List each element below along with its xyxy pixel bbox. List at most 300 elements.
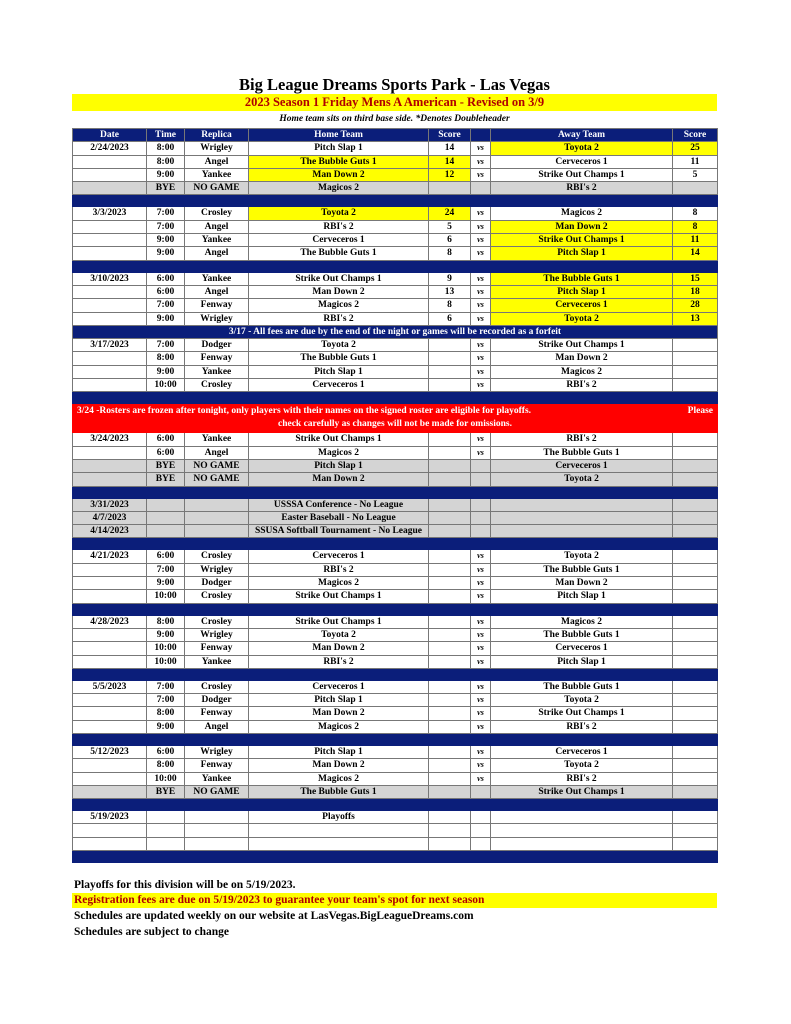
home-score-cell: 14 [429,155,471,168]
vs-cell: vs [471,155,491,168]
time-cell: 10:00 [147,642,185,655]
home-score-cell: 8 [429,299,471,312]
time-cell: 10:00 [147,655,185,668]
date-cell [73,837,147,850]
away-score-cell [673,563,718,576]
alert-line-1: 3/24 -Rosters are frozen after tonight, only players with their names on the signed roster are eligible for playoffs. [77,406,532,417]
time-cell [147,811,185,824]
away-score-cell [673,379,718,392]
time-cell: 8:00 [147,707,185,720]
home-team-note: Home team sits on third base side. *Denotes Doubleheader [279,114,510,124]
replica-cell: Angel [185,155,249,168]
date-cell: 4/7/2023 [73,511,147,524]
home-team-cell: The Bubble Guts 1 [249,352,429,365]
vs-cell: vs [471,772,491,785]
schedule-body [73,142,718,863]
time-cell: 8:00 [147,615,185,628]
game-row [73,234,718,247]
home-score-cell [429,577,471,590]
date-cell [73,446,147,459]
date-cell [73,642,147,655]
time-cell: 9:00 [147,247,185,260]
game-row [73,299,718,312]
bye-row [73,785,718,798]
away-team-cell: Strike Out Champs 1 [491,339,673,352]
away-score-cell: 11 [673,234,718,247]
bye-row [73,459,718,472]
away-score-cell [673,642,718,655]
time-cell: 6:00 [147,285,185,298]
away-score-cell [673,745,718,758]
date-cell [73,352,147,365]
date-cell [73,168,147,181]
game-row [73,772,718,785]
date-cell: 4/21/2023 [73,550,147,563]
away-team-cell: The Bubble Guts 1 [491,680,673,693]
vs-cell: vs [471,694,491,707]
replica-cell [185,811,249,824]
home-score-cell [429,379,471,392]
home-team-cell: Pitch Slap 1 [249,142,429,155]
game-row [73,550,718,563]
replica-cell [185,511,249,524]
date-cell: 3/31/2023 [73,498,147,511]
home-score-cell [429,759,471,772]
away-score-cell [673,837,718,850]
home-score-cell: 5 [429,220,471,233]
home-team-cell: RBI's 2 [249,563,429,576]
game-row [73,352,718,365]
away-score-cell [673,655,718,668]
away-score-cell [673,365,718,378]
home-team-cell: Cerveceros 1 [249,550,429,563]
away-score-cell [673,182,718,195]
home-score-cell [429,459,471,472]
home-team-cell: Magicos 2 [249,720,429,733]
away-team-cell: Strike Out Champs 1 [491,707,673,720]
replica-cell: Yankee [185,272,249,285]
away-team-cell: Toyota 2 [491,694,673,707]
vs-cell [471,837,491,850]
replica-cell: Yankee [185,433,249,446]
col-replica: Replica [185,129,249,142]
away-team-cell: Cerveceros 1 [491,155,673,168]
time-cell [147,498,185,511]
date-cell [73,577,147,590]
home-team-cell [249,837,429,850]
separator-cell [73,195,718,207]
separator-cell [73,486,718,498]
away-team-cell: RBI's 2 [491,720,673,733]
replica-cell: Angel [185,220,249,233]
time-cell: 7:00 [147,563,185,576]
col-home-score: Score [429,129,471,142]
replica-cell: NO GAME [185,785,249,798]
replica-cell: Dodger [185,694,249,707]
replica-cell: Yankee [185,365,249,378]
home-team-cell: Strike Out Champs 1 [249,272,429,285]
home-score-cell: 13 [429,285,471,298]
col-away-team: Away Team [491,129,673,142]
home-team-cell: Cerveceros 1 [249,234,429,247]
game-row [73,628,718,641]
away-team-cell: Toyota 2 [491,550,673,563]
date-cell [73,285,147,298]
time-cell: 7:00 [147,220,185,233]
vs-cell: vs [471,590,491,603]
home-score-cell: 24 [429,207,471,220]
away-score-cell: 13 [673,312,718,325]
playoffs-note: Playoffs for this division will be on 5/19/2023. [74,879,296,891]
home-score-cell [429,824,471,837]
game-row [73,220,718,233]
separator-cell [73,668,718,680]
date-cell: 2/24/2023 [73,142,147,155]
time-cell: 10:00 [147,379,185,392]
date-cell [73,182,147,195]
vs-cell: vs [471,207,491,220]
game-row [73,615,718,628]
home-team-cell: Pitch Slap 1 [249,459,429,472]
date-cell: 5/5/2023 [73,680,147,693]
date-cell [73,772,147,785]
date-cell: 3/17/2023 [73,339,147,352]
date-cell [73,720,147,733]
away-team-cell [491,837,673,850]
home-team-cell: Man Down 2 [249,759,429,772]
replica-cell: Angel [185,247,249,260]
vs-cell [471,811,491,824]
home-team-cell: Magicos 2 [249,299,429,312]
game-row [73,745,718,758]
vs-cell: vs [471,655,491,668]
game-row [73,720,718,733]
date-cell: 4/14/2023 [73,525,147,538]
date-cell [73,628,147,641]
separator-row [73,851,718,863]
home-team-cell: The Bubble Guts 1 [249,785,429,798]
home-team-cell: Man Down 2 [249,707,429,720]
replica-cell [185,525,249,538]
replica-cell: Fenway [185,299,249,312]
date-cell [73,365,147,378]
replica-cell: Dodger [185,577,249,590]
time-cell: 6:00 [147,550,185,563]
home-team-cell: Man Down 2 [249,473,429,486]
away-team-cell [491,824,673,837]
time-cell: 9:00 [147,234,185,247]
home-team-cell: Pitch Slap 1 [249,365,429,378]
vs-cell [471,511,491,524]
time-cell: 7:00 [147,207,185,220]
game-row [73,272,718,285]
home-score-cell [429,498,471,511]
home-score-cell [429,642,471,655]
col-away-score: Score [673,129,718,142]
home-score-cell [429,339,471,352]
home-score-cell [429,446,471,459]
away-team-cell: Strike Out Champs 1 [491,168,673,181]
replica-cell: Angel [185,285,249,298]
home-team-cell: Toyota 2 [249,628,429,641]
away-score-cell [673,473,718,486]
home-team-cell: SSUSA Softball Tournament - No League [249,525,429,538]
away-score-cell: 11 [673,155,718,168]
home-team-cell: RBI's 2 [249,655,429,668]
game-row [73,590,718,603]
replica-cell: NO GAME [185,473,249,486]
away-team-cell: Strike Out Champs 1 [491,234,673,247]
col-date: Date [73,129,147,142]
time-cell: 9:00 [147,365,185,378]
home-score-cell [429,785,471,798]
replica-cell: Angel [185,720,249,733]
replica-cell: Crosley [185,615,249,628]
vs-cell: vs [471,680,491,693]
date-cell: 3/24/2023 [73,433,147,446]
vs-cell: vs [471,379,491,392]
away-team-cell [491,498,673,511]
home-score-cell [429,511,471,524]
col-vs [471,129,491,142]
home-score-cell [429,550,471,563]
replica-cell: Angel [185,446,249,459]
home-team-cell: Man Down 2 [249,285,429,298]
time-cell: 10:00 [147,772,185,785]
away-score-cell [673,628,718,641]
vs-cell: vs [471,234,491,247]
home-score-cell [429,707,471,720]
away-team-cell: Pitch Slap 1 [491,247,673,260]
away-score-cell [673,707,718,720]
away-team-cell: The Bubble Guts 1 [491,628,673,641]
time-cell: 6:00 [147,433,185,446]
date-cell [73,299,147,312]
home-team-cell: Playoffs [249,811,429,824]
home-score-cell [429,772,471,785]
date-cell [73,590,147,603]
away-score-cell: 5 [673,168,718,181]
vs-cell: vs [471,550,491,563]
away-team-cell: Toyota 2 [491,142,673,155]
vs-cell: vs [471,339,491,352]
date-cell: 5/19/2023 [73,811,147,824]
replica-cell: Crosley [185,207,249,220]
replica-cell: Fenway [185,352,249,365]
date-cell [73,247,147,260]
vs-cell: vs [471,365,491,378]
separator-row [73,668,718,680]
vs-cell: vs [471,272,491,285]
home-score-cell [429,837,471,850]
away-team-cell: Pitch Slap 1 [491,590,673,603]
replica-cell: Crosley [185,379,249,392]
vs-cell: vs [471,446,491,459]
away-score-cell: 14 [673,247,718,260]
date-cell: 5/12/2023 [73,745,147,758]
home-team-cell: Toyota 2 [249,207,429,220]
away-score-cell [673,680,718,693]
replica-cell: Yankee [185,655,249,668]
away-score-cell: 8 [673,207,718,220]
separator-row [73,486,718,498]
home-team-cell: Cerveceros 1 [249,680,429,693]
game-row [73,824,718,837]
game-row [73,759,718,772]
away-score-cell: 15 [673,272,718,285]
home-score-cell: 12 [429,168,471,181]
home-score-cell: 6 [429,312,471,325]
vs-cell [471,498,491,511]
away-score-cell: 25 [673,142,718,155]
date-cell [73,155,147,168]
separator-cell [73,538,718,550]
date-cell [73,220,147,233]
away-score-cell [673,694,718,707]
separator-row [73,603,718,615]
home-score-cell: 6 [429,234,471,247]
vs-cell: vs [471,720,491,733]
home-team-cell: Easter Baseball - No League [249,511,429,524]
vs-cell: vs [471,247,491,260]
separator-cell [73,733,718,745]
home-score-cell [429,811,471,824]
date-cell [73,707,147,720]
away-score-cell [673,339,718,352]
date-cell [73,759,147,772]
bye-row [73,511,718,524]
away-team-cell: RBI's 2 [491,182,673,195]
replica-cell: Crosley [185,590,249,603]
replica-cell: Dodger [185,339,249,352]
game-row [73,680,718,693]
game-row [73,312,718,325]
separator-row [73,538,718,550]
home-team-cell: Strike Out Champs 1 [249,433,429,446]
time-cell: 10:00 [147,590,185,603]
away-team-cell: RBI's 2 [491,772,673,785]
vs-cell: vs [471,168,491,181]
time-cell: BYE [147,459,185,472]
registration-note: Registration fees are due on 5/19/2023 to guarantee your team's spot for next season [72,893,717,908]
date-cell [73,824,147,837]
home-team-cell: Man Down 2 [249,642,429,655]
vs-cell: vs [471,433,491,446]
game-row [73,365,718,378]
time-cell: 9:00 [147,312,185,325]
away-score-cell [673,433,718,446]
vs-cell: vs [471,628,491,641]
date-cell: 3/3/2023 [73,207,147,220]
time-cell: 9:00 [147,720,185,733]
home-team-cell: Magicos 2 [249,446,429,459]
page-title: Big League Dreams Sports Park - Las Vegas [239,75,550,94]
game-row [73,707,718,720]
date-cell [73,473,147,486]
away-team-cell: Toyota 2 [491,759,673,772]
vs-cell [471,182,491,195]
time-cell: BYE [147,473,185,486]
vs-cell: vs [471,220,491,233]
home-team-cell: USSSA Conference - No League [249,498,429,511]
away-team-cell: Cerveceros 1 [491,299,673,312]
separator-cell [73,851,718,863]
away-team-cell: Man Down 2 [491,352,673,365]
time-cell: 6:00 [147,745,185,758]
info-text: 3/17 - All fees are due by the end of the night or games will be recorded as a forfeit [73,325,718,338]
date-cell [73,459,147,472]
home-score-cell [429,694,471,707]
away-score-cell [673,525,718,538]
vs-cell: vs [471,707,491,720]
game-row [73,694,718,707]
away-team-cell: Toyota 2 [491,473,673,486]
bye-row [73,525,718,538]
away-score-cell [673,824,718,837]
home-score-cell: 8 [429,247,471,260]
time-cell: 8:00 [147,352,185,365]
away-team-cell [491,511,673,524]
replica-cell: Yankee [185,168,249,181]
separator-cell [73,799,718,811]
date-cell [73,234,147,247]
home-team-cell: RBI's 2 [249,220,429,233]
info-row [73,325,718,338]
game-row [73,339,718,352]
home-score-cell [429,615,471,628]
home-team-cell: Strike Out Champs 1 [249,590,429,603]
home-score-cell: 9 [429,272,471,285]
away-score-cell [673,785,718,798]
bye-row [73,498,718,511]
time-cell: 6:00 [147,272,185,285]
table-header-row [73,129,718,142]
change-note: Schedules are subject to change [74,926,230,938]
replica-cell: Fenway [185,707,249,720]
game-row [73,379,718,392]
game-row [73,811,718,824]
home-team-cell: Pitch Slap 1 [249,745,429,758]
vs-cell: vs [471,142,491,155]
home-score-cell [429,628,471,641]
vs-cell: vs [471,615,491,628]
away-score-cell: 18 [673,285,718,298]
replica-cell: Fenway [185,642,249,655]
replica-cell: Fenway [185,759,249,772]
away-team-cell: Cerveceros 1 [491,459,673,472]
away-team-cell: Pitch Slap 1 [491,285,673,298]
away-score-cell [673,352,718,365]
away-score-cell [673,577,718,590]
away-team-cell: RBI's 2 [491,433,673,446]
alert-line-2: check carefully as changes will not be made for omissions. [278,419,512,430]
game-row [73,642,718,655]
home-score-cell [429,745,471,758]
time-cell: 7:00 [147,694,185,707]
vs-cell [471,824,491,837]
away-team-cell: Strike Out Champs 1 [491,785,673,798]
vs-cell: vs [471,352,491,365]
time-cell: 7:00 [147,339,185,352]
vs-cell [471,473,491,486]
time-cell: 8:00 [147,142,185,155]
replica-cell: Yankee [185,234,249,247]
home-team-cell: Magicos 2 [249,182,429,195]
game-row [73,168,718,181]
game-row [73,655,718,668]
game-row [73,446,718,459]
time-cell [147,824,185,837]
